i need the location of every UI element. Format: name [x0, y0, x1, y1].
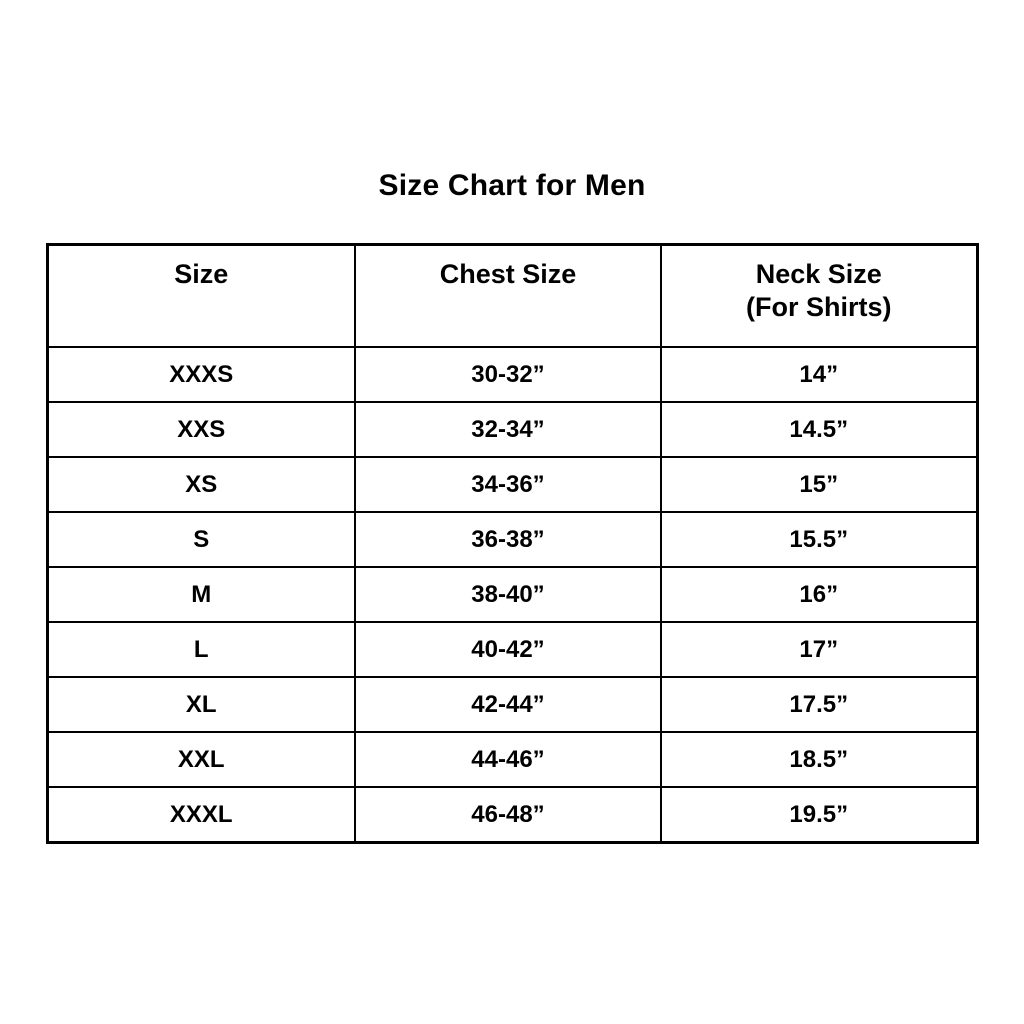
table-cell: 32-34” [355, 402, 661, 457]
table-cell: 46-48” [355, 787, 661, 843]
table-cell: 15.5” [661, 512, 977, 567]
table-cell: 34-36” [355, 457, 661, 512]
table-cell: 17.5” [661, 677, 977, 732]
table-cell: XS [47, 457, 355, 512]
table-header-row [47, 245, 977, 348]
column-header-label: Chest Size [439, 259, 577, 289]
table-cell: XL [47, 677, 355, 732]
size-table-body [47, 347, 977, 843]
table-cell: 44-46” [355, 732, 661, 787]
table-row [47, 512, 977, 567]
table-cell: 15” [661, 457, 977, 512]
table-cell: 36-38” [355, 512, 661, 567]
table-row [47, 347, 977, 402]
column-header-label: Neck Size [755, 259, 882, 289]
table-cell: 42-44” [355, 677, 661, 732]
table-cell: XXXL [47, 787, 355, 843]
table-cell: XXL [47, 732, 355, 787]
table-row [47, 732, 977, 787]
table-cell: XXS [47, 402, 355, 457]
table-cell: M [47, 567, 355, 622]
column-header-sublabel: (For Shirts) [746, 292, 892, 322]
size-chart-table [46, 243, 979, 844]
table-cell: 16” [661, 567, 977, 622]
table-cell: 19.5” [661, 787, 977, 843]
table-row [47, 457, 977, 512]
table-cell: XXXS [47, 347, 355, 402]
table-row [47, 787, 977, 843]
table-cell: L [47, 622, 355, 677]
table-cell: 38-40” [355, 567, 661, 622]
table-cell: 14.5” [661, 402, 977, 457]
table-cell: 40-42” [355, 622, 661, 677]
table-cell: 18.5” [661, 732, 977, 787]
column-header-size [47, 245, 355, 348]
table-cell: 30-32” [355, 347, 661, 402]
column-header-neck [661, 245, 977, 348]
table-row [47, 567, 977, 622]
table-row [47, 402, 977, 457]
table-cell: 17” [661, 622, 977, 677]
column-header-label: Size [174, 259, 229, 289]
column-header-chest [355, 245, 661, 348]
table-row [47, 622, 977, 677]
table-cell: S [47, 512, 355, 567]
table-row [47, 677, 977, 732]
page-title: Size Chart for Men [378, 169, 646, 202]
table-cell: 14” [661, 347, 977, 402]
